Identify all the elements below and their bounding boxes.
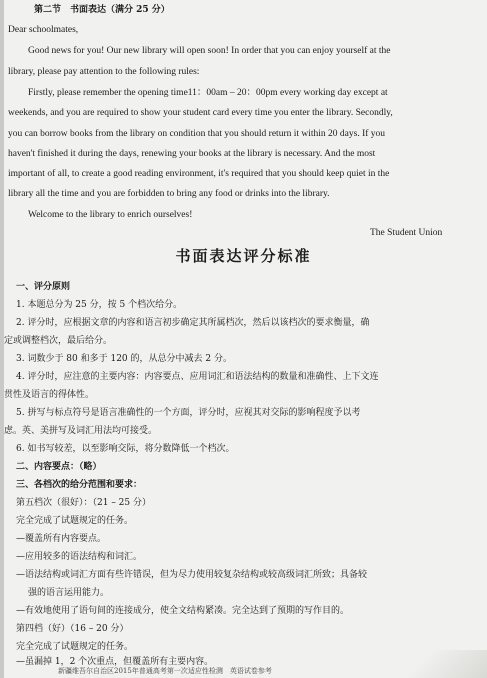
page-footer: 新疆维吾尔自治区2015年普通高考第一次适应性检测 英语试卷参考 bbox=[58, 667, 272, 675]
rubric-line: 2. 评分时，应根据文章的内容和语言初步确定其所属档次，然后以该档次的要求衡量，确 bbox=[16, 318, 370, 328]
rubric-line: —语法结构或词汇方面有些许错误，但为尽力使用较复杂结构或较高级词汇所致；具备较 bbox=[16, 570, 368, 580]
letter-salutation: Dear schoolmates, bbox=[8, 25, 79, 35]
rubric-line: 第四档（好）（16 – 20 分） bbox=[16, 624, 129, 634]
rubric-line: 5. 拼写与标点符号是语言准确性的一个方面，评分时，应视其对交际的影响程度予以考 bbox=[16, 408, 361, 418]
rubric-heading: 三、各档次的给分范围和要求： bbox=[16, 480, 143, 490]
rubric-line: 3. 词数少于 80 和多于 120 的，从总分中减去 2 分。 bbox=[16, 354, 232, 364]
letter-line: Welcome to the library to enrich ourselves! bbox=[28, 210, 193, 220]
rubric-line: —覆盖所有内容要点。 bbox=[16, 534, 107, 544]
rubric-heading: 二、内容要点：（略） bbox=[16, 462, 102, 472]
rubric-line: 完全完成了试题规定的任务。 bbox=[16, 642, 134, 652]
letter-line: library all the time and you are forbidden to bring any food or drinks into the library. bbox=[8, 189, 330, 199]
rubric-line: 定或调整档次，最后给分。 bbox=[4, 336, 113, 346]
letter-line: library, please pay attention to the following rules: bbox=[8, 67, 200, 77]
rubric-line: —应用较多的语法结构和词汇。 bbox=[16, 552, 143, 562]
letter-line: Good news for you! Our new library will open soon! In order that you can enjoy yourself at the bbox=[28, 46, 391, 56]
rubric-line: 贯性及语言的得体性。 bbox=[4, 390, 95, 400]
rubric-line: 1. 本题总分为 25 分，按 5 个档次给分。 bbox=[16, 300, 183, 310]
rubric-line: 4. 评分时，应注意的主要内容：内容要点、应用词汇和语法结构的数量和准确性、上下文连 bbox=[16, 372, 379, 382]
rubric-heading: 一、评分原则 bbox=[16, 282, 71, 292]
rubric-line: 完全完成了试题规定的任务。 bbox=[16, 516, 134, 526]
rubric-line: 强的语言运用能力。 bbox=[28, 588, 110, 598]
rubric-line: 虑。英、美拼写及词汇用法均可接受。 bbox=[4, 426, 158, 436]
section-header: 第二节 书面表达（满分 25 分） bbox=[34, 5, 170, 15]
letter-signature: The Student Union bbox=[370, 228, 443, 238]
rubric-line: —虽漏掉 1，2 个次重点，但覆盖所有主要内容。 bbox=[16, 657, 214, 667]
letter-line: important of all, to create a good reading environment, it's required that you should keep quiet in the bbox=[8, 169, 390, 179]
letter-line: you can borrow books from the library on condition that you should return it within 20 days. If you bbox=[8, 129, 386, 139]
letter-line: haven't finished it during the days, renewing your books at the library is necessary. And the most bbox=[8, 149, 376, 159]
page-curl-shadow bbox=[377, 650, 487, 678]
rubric-line: 第五档次（很好）：（21 – 25 分） bbox=[16, 498, 151, 508]
rubric-line: 6. 如书写较差，以至影响交际，将分数降低一个档次。 bbox=[16, 444, 235, 454]
letter-line: Firstly, please remember the opening time11：00am – 20：00pm every working day except at bbox=[28, 88, 388, 98]
rubric-title: 书面表达评分标准 bbox=[175, 247, 312, 265]
letter-line: weekends, and you are required to show your student card every time you enter the library. Secondly, bbox=[8, 108, 393, 118]
rubric-line: —有效地使用了语句间的连接成分，使全文结构紧凑。完全达到了预期的写作目的。 bbox=[16, 606, 350, 616]
